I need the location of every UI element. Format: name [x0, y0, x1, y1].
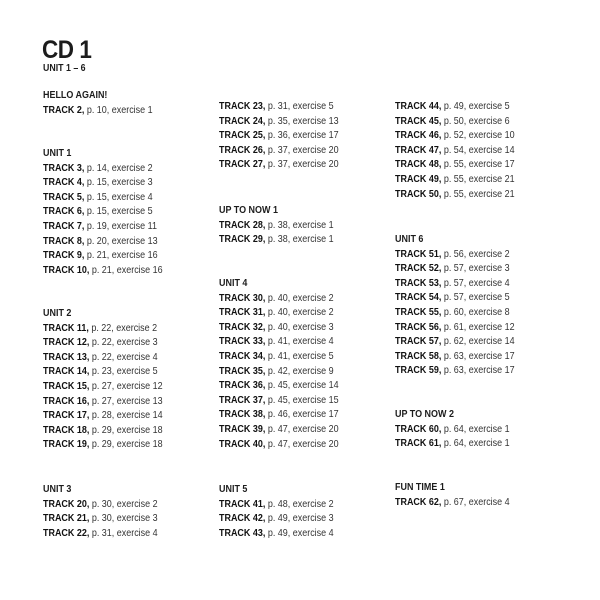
section-heading: UNIT 6 — [395, 234, 424, 245]
track-entry — [219, 144, 373, 159]
track-number: TRACK 51, — [395, 248, 442, 260]
track-entry — [43, 498, 197, 513]
track-number: TRACK 23, — [219, 101, 266, 112]
track-entry — [219, 158, 373, 173]
track-number: TRACK 29, — [219, 234, 266, 246]
track-number: TRACK 59, — [395, 365, 442, 377]
track-number: TRACK 6, — [43, 206, 85, 218]
track-page-exercise: p. 45, exercise 14 — [265, 380, 339, 392]
track-number: TRACK 30, — [219, 292, 266, 304]
track-number: TRACK 13, — [43, 351, 90, 363]
track-page-exercise: p. 36, exercise 17 — [265, 130, 339, 142]
track-entry — [43, 409, 197, 424]
section-heading: UNIT 5 — [219, 484, 248, 495]
track-number: TRACK 39, — [219, 423, 266, 435]
track-entry — [395, 306, 549, 321]
track-page-exercise: p. 23, exercise 5 — [89, 366, 158, 378]
track-page-exercise: p. 61, exercise 12 — [441, 321, 515, 333]
track-page-exercise: p. 38, exercise 1 — [265, 219, 334, 231]
track-page-exercise: p. 50, exercise 6 — [441, 115, 510, 127]
track-entry — [395, 335, 549, 350]
track-entry — [43, 365, 197, 380]
track-entry — [43, 527, 197, 542]
track-entry — [43, 351, 197, 366]
track-number: TRACK 2, — [43, 104, 85, 116]
track-entry — [219, 350, 373, 365]
track-page-exercise: p. 63, exercise 17 — [441, 350, 515, 362]
track-section — [43, 307, 218, 453]
track-entry — [43, 336, 197, 351]
track-page-exercise: p. 45, exercise 15 — [265, 394, 339, 406]
track-entry — [219, 129, 373, 144]
track-number: TRACK 17, — [43, 410, 90, 422]
section-heading: FUN TIME 1 — [395, 482, 445, 493]
track-number: TRACK 53, — [395, 277, 442, 289]
track-number: TRACK 55, — [395, 306, 442, 318]
track-page-exercise: p. 14, exercise 2 — [84, 162, 153, 174]
track-entry — [43, 380, 197, 395]
track-page-exercise: p. 35, exercise 13 — [265, 115, 339, 127]
track-page-exercise: p. 57, exercise 3 — [441, 263, 510, 275]
track-number: TRACK 4, — [43, 177, 85, 189]
track-number: TRACK 15, — [43, 380, 90, 392]
track-entry — [395, 321, 549, 336]
track-page-exercise: p. 29, exercise 18 — [89, 424, 163, 436]
track-number: TRACK 8, — [43, 235, 85, 247]
track-number: TRACK 48, — [395, 159, 442, 171]
track-page-exercise: p. 21, exercise 16 — [84, 250, 158, 262]
track-number: TRACK 24, — [219, 115, 266, 127]
track-entry — [43, 162, 197, 177]
section-heading: UNIT 4 — [219, 278, 248, 289]
track-entry — [219, 408, 373, 423]
track-page-exercise: p. 15, exercise 3 — [84, 177, 153, 189]
track-number: TRACK 18, — [43, 424, 90, 436]
track-page-exercise: p. 55, exercise 21 — [441, 173, 515, 185]
section-heading: UP TO NOW 2 — [395, 409, 454, 420]
track-number: TRACK 49, — [395, 173, 442, 185]
track-page-exercise: p. 55, exercise 17 — [441, 159, 515, 171]
track-page-exercise: p. 47, exercise 20 — [265, 423, 339, 435]
track-entry — [219, 233, 373, 248]
track-number: TRACK 45, — [395, 115, 442, 127]
track-page-exercise: p. 64, exercise 1 — [441, 423, 510, 435]
track-number: TRACK 19, — [43, 439, 90, 451]
track-entry — [395, 350, 549, 365]
track-entry — [395, 262, 549, 277]
track-entry — [219, 423, 373, 438]
track-number: TRACK 31, — [219, 307, 266, 319]
track-entry — [43, 176, 197, 191]
track-number: TRACK 26, — [219, 144, 266, 156]
track-section — [219, 100, 394, 173]
track-entry — [43, 512, 197, 527]
track-section — [219, 204, 394, 248]
track-page-exercise: p. 22, exercise 4 — [89, 351, 158, 363]
track-entry — [43, 424, 197, 439]
track-page-exercise: p. 49, exercise 5 — [441, 101, 510, 112]
track-entry — [395, 173, 549, 188]
track-page-exercise: p. 41, exercise 4 — [265, 336, 334, 348]
track-entry — [219, 394, 373, 409]
track-page-exercise: p. 52, exercise 10 — [441, 130, 515, 142]
track-number: TRACK 25, — [219, 130, 266, 142]
track-entry — [219, 219, 373, 234]
track-number: TRACK 14, — [43, 366, 90, 378]
track-page-exercise: p. 31, exercise 4 — [89, 527, 158, 539]
track-number: TRACK 52, — [395, 263, 442, 275]
track-entry — [395, 437, 549, 452]
cd-title: CD 1 — [42, 36, 92, 64]
track-page-exercise: p. 47, exercise 20 — [265, 438, 339, 450]
track-number: TRACK 50, — [395, 188, 442, 200]
track-page-exercise: p. 63, exercise 17 — [441, 365, 515, 377]
track-number: TRACK 28, — [219, 219, 266, 231]
track-entry — [43, 220, 197, 235]
track-page-exercise: p. 60, exercise 8 — [441, 306, 510, 318]
track-page-exercise: p. 15, exercise 4 — [84, 191, 153, 203]
track-page-exercise: p. 46, exercise 17 — [265, 409, 339, 421]
track-page-exercise: p. 67, exercise 4 — [441, 496, 510, 508]
track-number: TRACK 9, — [43, 250, 85, 262]
track-page-exercise: p. 27, exercise 12 — [89, 380, 163, 392]
track-number: TRACK 44, — [395, 101, 442, 112]
track-number: TRACK 56, — [395, 321, 442, 333]
track-number: TRACK 47, — [395, 144, 442, 156]
track-entry — [395, 364, 549, 379]
track-page-exercise: p. 22, exercise 3 — [89, 337, 158, 349]
track-entry — [219, 527, 373, 542]
section-heading: UP TO NOW 1 — [219, 205, 278, 216]
track-entry — [395, 129, 549, 144]
track-entry — [395, 423, 549, 438]
track-entry — [43, 235, 197, 250]
track-entry — [219, 115, 373, 130]
track-entry — [43, 104, 197, 119]
track-page-exercise: p. 57, exercise 4 — [441, 277, 510, 289]
track-number: TRACK 40, — [219, 438, 266, 450]
track-section — [43, 147, 218, 278]
track-entry — [395, 115, 549, 130]
track-page-exercise: p. 40, exercise 2 — [265, 292, 334, 304]
track-page-exercise: p. 30, exercise 3 — [89, 513, 158, 525]
track-section — [43, 89, 218, 118]
track-entry — [395, 496, 549, 511]
track-entry — [395, 144, 549, 159]
track-entry — [219, 512, 373, 527]
track-number: TRACK 41, — [219, 498, 266, 510]
track-entry — [219, 379, 373, 394]
cd-subtitle: UNIT 1 – 6 — [43, 63, 86, 74]
track-entry — [43, 438, 197, 453]
track-page-exercise: p. 30, exercise 2 — [89, 498, 158, 510]
track-page-exercise: p. 21, exercise 16 — [89, 264, 163, 276]
track-number: TRACK 36, — [219, 380, 266, 392]
track-number: TRACK 16, — [43, 395, 90, 407]
section-heading: HELLO AGAIN! — [43, 90, 108, 101]
track-entry — [43, 249, 197, 264]
track-section — [395, 481, 570, 510]
track-number: TRACK 46, — [395, 130, 442, 142]
track-number: TRACK 42, — [219, 513, 266, 525]
track-entry — [395, 188, 549, 203]
track-page-exercise: p. 40, exercise 3 — [265, 321, 334, 333]
track-number: TRACK 11, — [43, 322, 89, 334]
track-number: TRACK 54, — [395, 292, 442, 304]
track-number: TRACK 20, — [43, 498, 90, 510]
track-entry — [219, 335, 373, 350]
track-page-exercise: p. 20, exercise 13 — [84, 235, 158, 247]
track-page-exercise: p. 37, exercise 20 — [265, 144, 339, 156]
track-section — [395, 233, 570, 379]
track-entry — [395, 100, 549, 115]
track-entry — [395, 158, 549, 173]
section-heading: UNIT 2 — [43, 308, 72, 319]
track-number: TRACK 58, — [395, 350, 442, 362]
track-entry — [43, 205, 197, 220]
track-page-exercise: p. 54, exercise 14 — [441, 144, 515, 156]
section-heading: UNIT 3 — [43, 484, 72, 495]
track-number: TRACK 32, — [219, 321, 266, 333]
track-section — [395, 100, 570, 202]
track-number: TRACK 12, — [43, 337, 90, 349]
track-page-exercise: p. 15, exercise 5 — [84, 206, 153, 218]
track-number: TRACK 61, — [395, 438, 442, 450]
track-entry — [43, 322, 197, 337]
track-entry — [219, 498, 373, 513]
track-page-exercise: p. 19, exercise 11 — [84, 220, 157, 232]
track-number: TRACK 3, — [43, 162, 85, 174]
track-entry — [395, 248, 549, 263]
track-number: TRACK 38, — [219, 409, 266, 421]
track-number: TRACK 43, — [219, 527, 266, 539]
track-section — [43, 483, 218, 541]
track-page-exercise: p. 31, exercise 5 — [265, 101, 334, 112]
track-number: TRACK 7, — [43, 220, 85, 232]
track-entry — [43, 264, 197, 279]
track-section — [219, 483, 394, 541]
track-page-exercise: p. 49, exercise 3 — [265, 513, 334, 525]
track-entry — [43, 395, 197, 410]
track-number: TRACK 34, — [219, 350, 266, 362]
track-page-exercise: p. 62, exercise 14 — [441, 336, 515, 348]
track-entry — [43, 191, 197, 206]
track-page-exercise: p. 57, exercise 5 — [441, 292, 510, 304]
track-entry — [395, 277, 549, 292]
track-entry — [219, 321, 373, 336]
track-page-exercise: p. 55, exercise 21 — [441, 188, 515, 200]
track-page-exercise: p. 37, exercise 20 — [265, 159, 339, 171]
track-page-exercise: p. 49, exercise 4 — [265, 527, 334, 539]
track-page-exercise: p. 41, exercise 5 — [265, 350, 334, 362]
track-page-exercise: p. 10, exercise 1 — [84, 104, 153, 116]
track-section — [219, 277, 394, 452]
track-page-exercise: p. 42, exercise 9 — [265, 365, 334, 377]
track-number: TRACK 60, — [395, 423, 442, 435]
track-entry — [219, 292, 373, 307]
track-number: TRACK 33, — [219, 336, 266, 348]
track-section — [395, 408, 570, 452]
track-number: TRACK 21, — [43, 513, 90, 525]
track-page-exercise: p. 28, exercise 14 — [89, 410, 163, 422]
track-number: TRACK 27, — [219, 159, 266, 171]
track-entry — [219, 438, 373, 453]
track-page-exercise: p. 29, exercise 18 — [89, 439, 163, 451]
track-number: TRACK 62, — [395, 496, 442, 508]
track-page-exercise: p. 64, exercise 1 — [441, 438, 510, 450]
track-number: TRACK 5, — [43, 191, 85, 203]
track-entry — [219, 306, 373, 321]
track-page-exercise: p. 38, exercise 1 — [265, 234, 334, 246]
track-entry — [219, 365, 373, 380]
track-page-exercise: p. 56, exercise 2 — [441, 248, 510, 260]
track-page-exercise: p. 40, exercise 2 — [265, 307, 334, 319]
track-page-exercise: p. 22, exercise 2 — [88, 322, 158, 334]
track-number: TRACK 57, — [395, 336, 442, 348]
section-heading: UNIT 1 — [43, 148, 72, 159]
track-entry — [219, 100, 373, 115]
track-page-exercise: p. 48, exercise 2 — [265, 498, 334, 510]
track-number: TRACK 22, — [43, 527, 90, 539]
track-entry — [395, 291, 549, 306]
track-number: TRACK 35, — [219, 365, 266, 377]
track-page-exercise: p. 27, exercise 13 — [89, 395, 163, 407]
track-number: TRACK 10, — [43, 264, 90, 276]
track-number: TRACK 37, — [219, 394, 266, 406]
